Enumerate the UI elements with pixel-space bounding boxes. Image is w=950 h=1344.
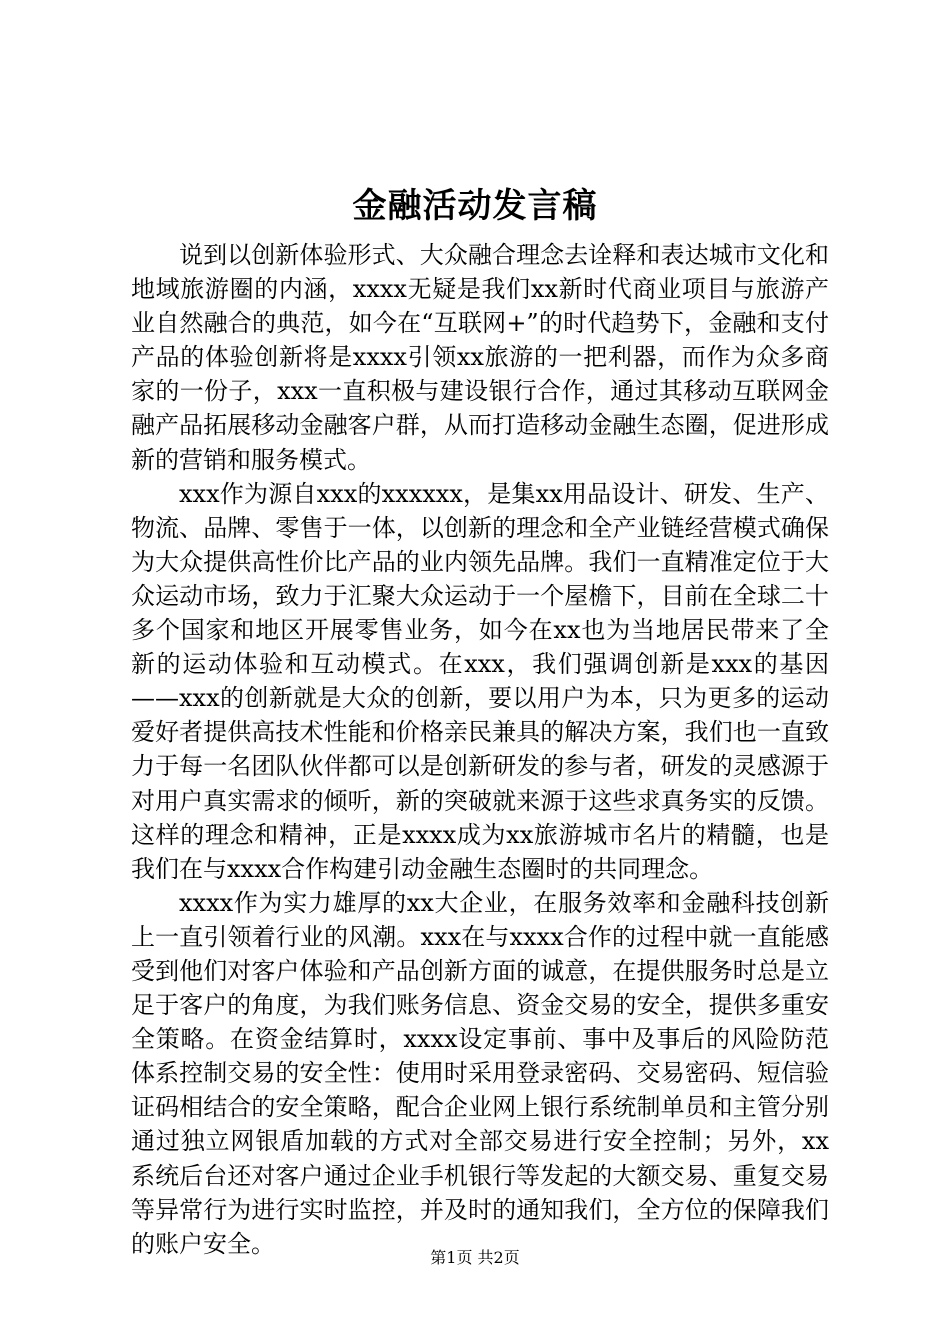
page-number-footer: 第1页 共2页 <box>430 1248 520 1267</box>
paragraph-2: xxx作为源自xxx的xxxxxx，是集xx用品设计、研发、生产、物流、品牌、零售于一体，以创新的理念和全产业链经营模式确保为大众提供高性价比产品的业内领先品牌。我们一直精准定位于大众运动市场，致力于汇聚大众运动于一个屋檐下，目前在全球二十多个国家和地区开展零售业务，如今在xx也为当地居民带来了全新的运动体验和互动模式。在xxx，我们强调创新是xxx的基因——xxx的创新就是大众的创新，要以用户为本，只为更多的运动爱好者提供高技术性能和价格亲民兼具的解决方案，我们也一直致力于每一名团队伙伴都可以是创新研发的参与者，研发的灵感源于对用户真实需求的倾听，新的突破就来源于这些求真务实的反馈。这样的理念和精神，正是xxxx成为xx旅游城市名片的精髓，也是我们在与xxxx合作构建引动金融生态圈时的共同理念。 <box>131 479 829 883</box>
paragraph-3: xxxx作为实力雄厚的xx大企业，在服务效率和金融科技创新上一直引领着行业的风潮。xxx在与xxxx合作的过程中就一直能感受到他们对客户体验和产品创新方面的诚意，在提供服务时总是立足于客户的角度，为我们账务信息、资金交易的安全，提供多重安全策略。在资金结算时，xxxx设定事前、事中及事后的风险防范体系控制交易的安全性：使用时采用登录密码、交易密码、短信验证码相结合的安全策略，配合企业网上银行系统制单员和主管分别通过独立网银盾加载的方式对全部交易进行安全控制；另外，xx系统后台还对客户通过企业手机银行等发起的大额交易、重复交易等异常行为进行实时监控，并及时的通知我们，全方位的保障我们的账户安全。 <box>131 888 829 1258</box>
paragraph-1: 说到以创新体验形式、大众融合理念去诠释和表达城市文化和地域旅游圈的内涵，xxxx无疑是我们xx新时代商业项目与旅游产业自然融合的典范，如今在“互联网+”的时代趋势下，金融和支付产品的体验创新将是xxxx引领xx旅游的一把利器，而作为众多商家的一份子，xxx一直积极与建设银行合作，通过其移动互联网金融产品拓展移动金融客户群，从而打造移动金融生态圈，促进形成新的营销和服务模式。 <box>131 241 829 474</box>
document-body <box>131 238 829 1261</box>
document-title: 金融活动发言稿 <box>352 186 598 226</box>
